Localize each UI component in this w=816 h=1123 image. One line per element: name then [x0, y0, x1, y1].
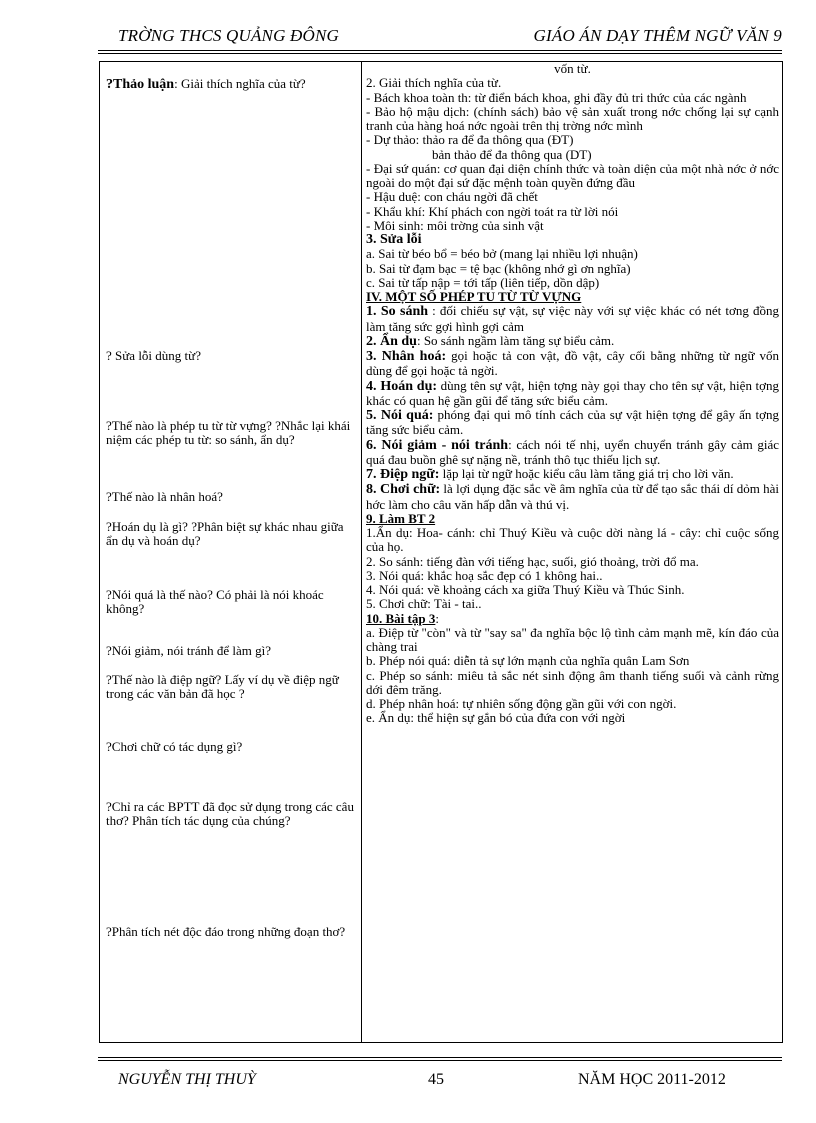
answer-line: a. Sai từ béo bổ = béo bở (mang lại nhiều lợi nhuận): [366, 246, 638, 262]
question-10: ?Chỉ ra các BPTT đã đọc sử dụng trong các câu thơ? Phân tích tác dụng của chúng?: [106, 799, 354, 829]
answer-line: 1. So sánh : đối chiếu sự vật, sự việc này với sự việc khác có nét tơng đồng làm tăng sức gợi hình gợi cảm: [366, 303, 779, 334]
answers-column: [366, 62, 779, 726]
question-11: ?Phân tích nét độc đáo trong những đoạn thơ?: [106, 924, 346, 939]
question-3: ?Thế nào là phép tu từ từ vựng? ?Nhắc lại khái niệm các phép tu từ: so sánh, ẩn dụ?: [106, 418, 351, 448]
question-1: ?Thảo luận: Giải thích nghĩa của từ?: [106, 76, 306, 92]
section-heading: 10. Bài tập 3:: [366, 610, 439, 626]
answer-line: 7. Điệp ngữ: lặp lại từ ngữ hoặc kiểu câu làm tăng giá trị cho lời văn.: [366, 466, 734, 482]
lesson-table: [99, 61, 783, 1043]
answer-line: 4. Hoán dụ: dùng tên sự vật, hiện tợng này gọi thay cho tên sự vật, hiện tợng khác có quan hệ gần gũi để tăng sức biểu cảm.: [366, 377, 779, 408]
page-number: 45: [428, 1071, 444, 1088]
footer-rule-2: [98, 1060, 782, 1061]
footer-school-year: NĂM HỌC 2011-2012: [578, 1071, 726, 1088]
question-6: ?Nói quá là thế nào? Có phải là nói khoác không?: [106, 587, 324, 617]
header-rule-2: [98, 53, 782, 54]
answer-line: bản thảo để đa thông qua (DT): [432, 146, 592, 162]
answer-line: - Hậu duệ: con cháu ngời đã chết: [366, 189, 538, 205]
answer-line: 5. Chơi chữ: Tài - tai..: [366, 596, 482, 612]
question-4: ?Thế nào là nhân hoá?: [106, 489, 223, 504]
answer-line: d. Phép nhân hoá: tự nhiên sống động gần gũi với con ngời.: [366, 696, 677, 711]
header-rule: [98, 50, 782, 51]
answer-line: - Môi sinh: môi trờng của sinh vật: [366, 217, 544, 233]
answer-line: - Khẩu khí: Khí phách con ngời toát ra từ lời nói: [366, 203, 619, 219]
question-7: ?Nói giảm, nói tránh để làm gì?: [106, 643, 271, 658]
question-5: ?Hoán dụ là gì? ?Phân biệt sự khác nhau giữa ẩn dụ và hoán dụ?: [106, 519, 344, 549]
answer-line: a. Điệp từ "còn" và từ "say sa" đa nghĩa bộc lộ tình cảm mạnh mẽ, kín đáo của chàng trai: [366, 624, 779, 654]
header-title: GIÁO ÁN DẠY THÊM NGỮ VĂN 9: [533, 26, 782, 45]
answer-line: 4. Nói quá: về khoảng cách xa giữa Thuý Kiều và Thúc Sinh.: [366, 582, 685, 597]
answer-line: vốn từ.: [554, 61, 591, 76]
answer-line: 2. So sánh: tiếng đàn với tiếng hạc, suối, gió thoảng, trời đổ ma.: [366, 553, 699, 569]
section-heading: 9. Làm BT 2: [366, 510, 436, 526]
question-2: ? Sửa lỗi dùng từ?: [106, 348, 201, 363]
answer-line: 5. Nói quá: phóng đại qui mô tính cách của sự vật hiện tợng để gây ấn tợng tăng sức biểu cảm.: [366, 407, 779, 438]
footer-author: NGUYỄN THỊ THUỲ: [118, 1071, 256, 1088]
answer-line: 8. Chơi chữ: là lợi dụng đặc sắc về âm nghĩa của từ để tạo sắc thái dí dỏm hài hớc làm cho câu văn hấp dẫn và thú vị.: [366, 481, 779, 512]
answer-line: 2. Giải thích nghĩa của từ.: [366, 75, 502, 91]
answer-line: - Bách khoa toàn th: từ điển bách khoa, ghi đầy đủ tri thức của các ngành: [366, 89, 747, 105]
answer-line: 3. Nhân hoá: gọi hoặc tả con vật, đồ vật, cây cối bằng những từ ngữ vốn dùng để gọi hoặc tả ngời.: [366, 348, 779, 379]
answer-line: - Bảo hộ mậu dịch: (chính sách) bảo vệ sản xuất trong nớc chống lại sự cạnh tranh của hàng hoá nớc ngoài trên thị trờng nớc mình: [366, 103, 779, 133]
answer-line: - Dự thảo: thảo ra để đa thông qua (ĐT): [366, 132, 574, 148]
question-9: ?Chơi chữ có tác dụng gì?: [106, 739, 243, 754]
answer-line: e. Ẩn dụ: thể hiện sự gắn bó của đứa con với ngời: [366, 710, 626, 726]
answer-line: - Đại sứ quán: cơ quan đại diện chính thức và toàn diện của một nhà nớc ở nớc ngoài do một đại sứ đặc mệnh toàn quyền đứng đầu: [366, 160, 779, 190]
answer-line: 2. Ẩn dụ: So sánh ngầm làm tăng sự biểu cảm.: [366, 332, 615, 349]
section-heading: IV. MỘT SỐ PHÉP TU TỪ TỪ VỰNG: [366, 289, 582, 304]
answer-line: b. Phép nói quá: diễn tả sự lớn mạnh của nghĩa quân Lam Sơn: [366, 653, 690, 669]
answer-line: b. Sai từ đạm bạc = tệ bạc (không nhớ gì ơn nghĩa): [366, 260, 631, 276]
answer-line: 6. Nói giảm - nói tránh: cách nói tế nhị, uyển chuyển tránh gây cảm giác quá đau buồn ghê sự nặng nề, tránh thô tục thiếu lịch sự.: [366, 436, 780, 467]
answer-line: c. Sai từ tấp nập = tới tấp (liên tiếp, dồn dập): [366, 274, 600, 290]
question-8: ?Thế nào là điệp ngữ? Lấy ví dụ về điệp ngữ trong các văn bản đã học ?: [106, 672, 339, 702]
answer-line: c. Phép so sánh: miêu tả sắc nét sinh động âm thanh tiếng suối và cảnh rừng dới đêm trăng.: [366, 667, 779, 697]
header-school: TRỜNG THCS QUẢNG ĐÔNG: [118, 26, 339, 45]
column-divider: [361, 62, 362, 1042]
answer-line: 1.Ẩn dụ: Hoa- cánh: chỉ Thuý Kiều và cuộc dời nàng lá - cây: chỉ cuộc sống của họ.: [366, 525, 779, 555]
section-heading: 3. Sửa lỗi: [366, 232, 422, 247]
footer-rule: [98, 1057, 782, 1058]
answer-line: 3. Nói quá: khắc hoạ sắc đẹp có 1 không hai..: [366, 567, 603, 583]
